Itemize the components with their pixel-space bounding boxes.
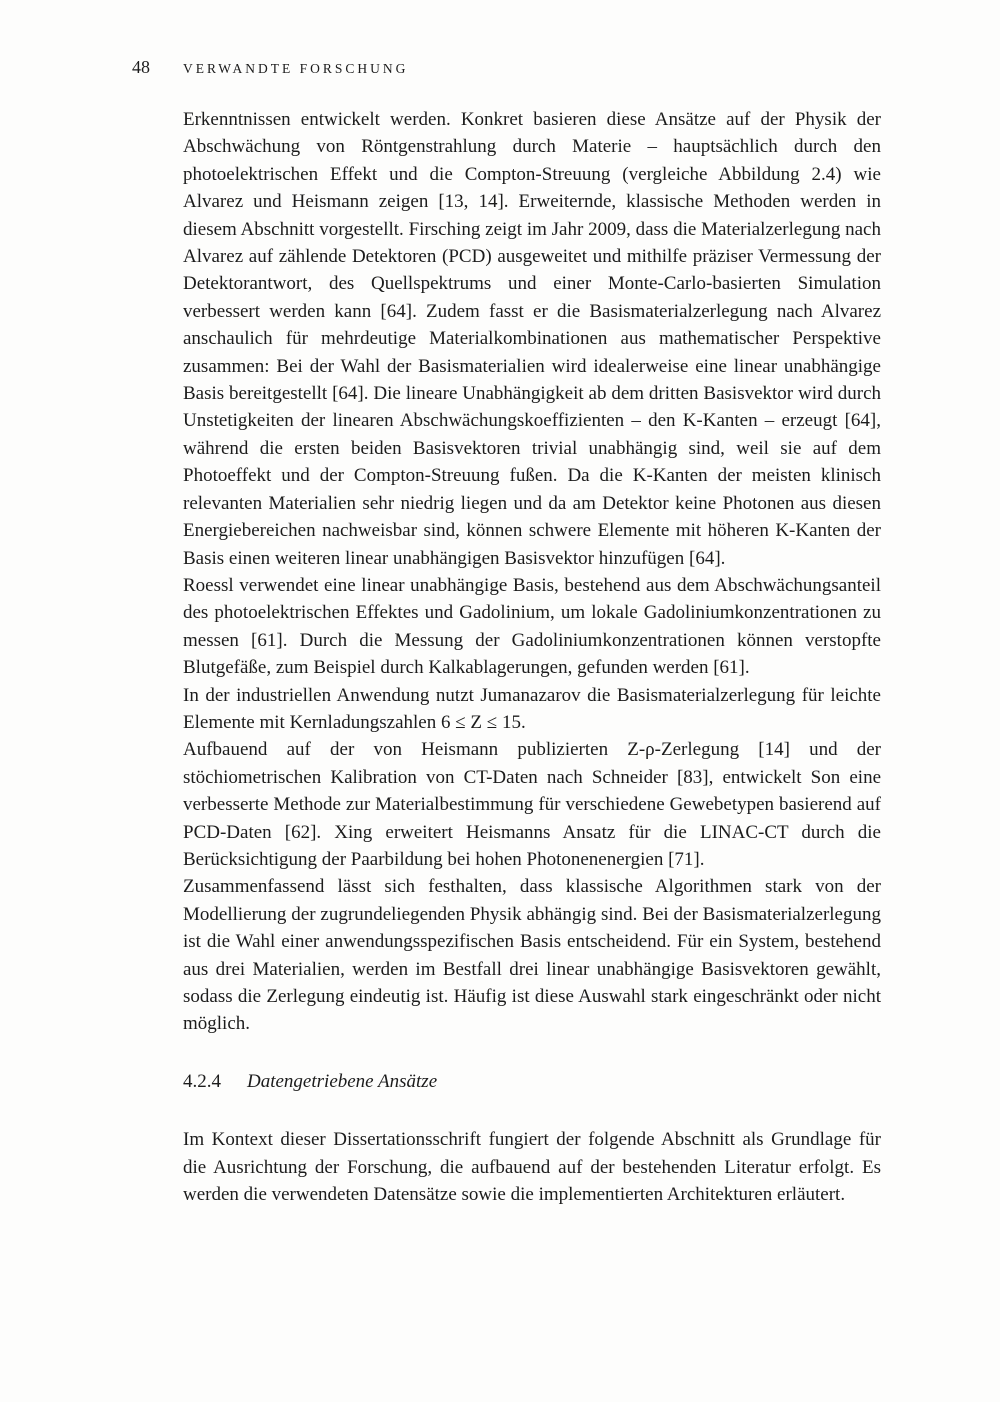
paragraph-closing-context: Im Kontext dieser Dissertationsschrift fungiert der folgende Abschnitt als Grundlage für die Ausrichtung der Forschung, die aufbauend auf der bestehenden Literatur erfolgt. Es werden die verwendeten Datensätze sowie die implementierten Architekturen erläutert. (183, 1129, 881, 1206)
section-heading (183, 1068, 881, 1095)
section-heading-number: 4.2.4 (183, 1070, 221, 1092)
paragraph-jumanazarov-industrial: In der industriellen Anwendung nutzt Jumanazarov die Basismaterialzerlegung für leichte Elemente mit Kernladungszahlen 6 ≤ Z ≤ 15. (183, 684, 881, 733)
section-heading-title: Datengetriebene Ansätze (247, 1070, 438, 1092)
running-header: VERWANDTE FORSCHUNG (183, 61, 409, 76)
body-text-block (183, 106, 881, 1208)
paragraph-heismann-schneider: Aufbauend auf der von Heismann publizierten Z-ρ-Zerlegung [14] und der stöchiometrischen Kalibration von CT-Daten nach Schneider [83], entwickelt Son eine verbesserte Methode zur Materialbestimmung für verschiedene Gewebetypen basierend auf PCD-Daten [62]. Xing erweitert Heismanns Ansatz für die LINAC-CT durch die Berücksichtigung der Paarbildung bei hohen Photonenenergien [71]. (183, 739, 881, 870)
paragraph-roessl-gadolinium: Roessl verwendet eine linear unabhängige Basis, bestehend aus dem Abschwächungsanteil des photoelektrischen Effektes und Gadolinium, um lokale Gadoliniumkonzentrationen zu messen [61]. Durch die Messung der Gadoliniumkonzentrationen können verstopfte Blutgefäße, zum Beispiel durch Kalkablagerungen, gefunden werden [61]. (183, 574, 881, 679)
paragraph-summary-classical: Zusammenfassend lässt sich festhalten, dass klassische Algorithmen stark von der Modellierung der zugrundeliegenden Physik abhängig sind. Bei der Basismaterialzerlegung ist die Wahl einer anwendungsspezifischen Basis entscheidend. Für ein System, bestehend aus drei Materialien, werden im Bestfall drei linear unabhängige Basisvektoren gewählt, sodass die Zerlegung eindeutig ist. Häufig ist diese Auswahl stark eingeschränkt oder nicht möglich. (183, 876, 881, 1035)
paragraph-material-decomposition: Erkenntnissen entwickelt werden. Konkret basieren diese Ansätze auf der Physik der Abschwächung von Röntgenstrahlung durch Materie – hauptsächlich durch den photoelektrischen Effekt und die Compton-Streuung (vergleiche Abbildung 2.4) wie Alvarez und Heismann zeigen [13, 14]. Erweiternde, klassische Methoden werden in diesem Abschnitt vorgestellt. Firsching zeigt im Jahr 2009, dass die Materialzerlegung nach Alvarez auf zählende Detektoren (PCD) ausgeweitet und mithilfe präziser Vermessung der Detektorantwort, des Quellspektrums und einer Monte-Carlo-basierten Simulation verbessert werden kann [64]. Zudem fasst er die Basismaterialzerlegung nach Alvarez anschaulich für mehrdeutige Materialkombinationen aus mathematischer Perspektive zusammen: Bei der Wahl der Basismaterialien wird idealerweise eine linear unabhängige Basis bereitgestellt [64]. Die lineare Unabhängigkeit ab dem dritten Basisvektor wird durch Unstetigkeiten der linearen Abschwächungskoeffizienten – den K-Kanten – erzeugt [64], während die ersten beiden Basisvektoren trivial unabhängig sind, weil sie auf dem Photoeffekt und der Compton-Streuung fußen. Da die K-Kanten der meisten klinisch relevanten Materialien sehr niedrig liegen und da am Detektor keine Photonen aus diesen Energiebereichen nachweisbar sind, können schwere Elemente mit höheren K-Kanten der Basis einen weiteren linear unabhängigen Basisvektor hinzufügen [64]. (183, 109, 881, 569)
page-number: 48 (132, 57, 150, 77)
